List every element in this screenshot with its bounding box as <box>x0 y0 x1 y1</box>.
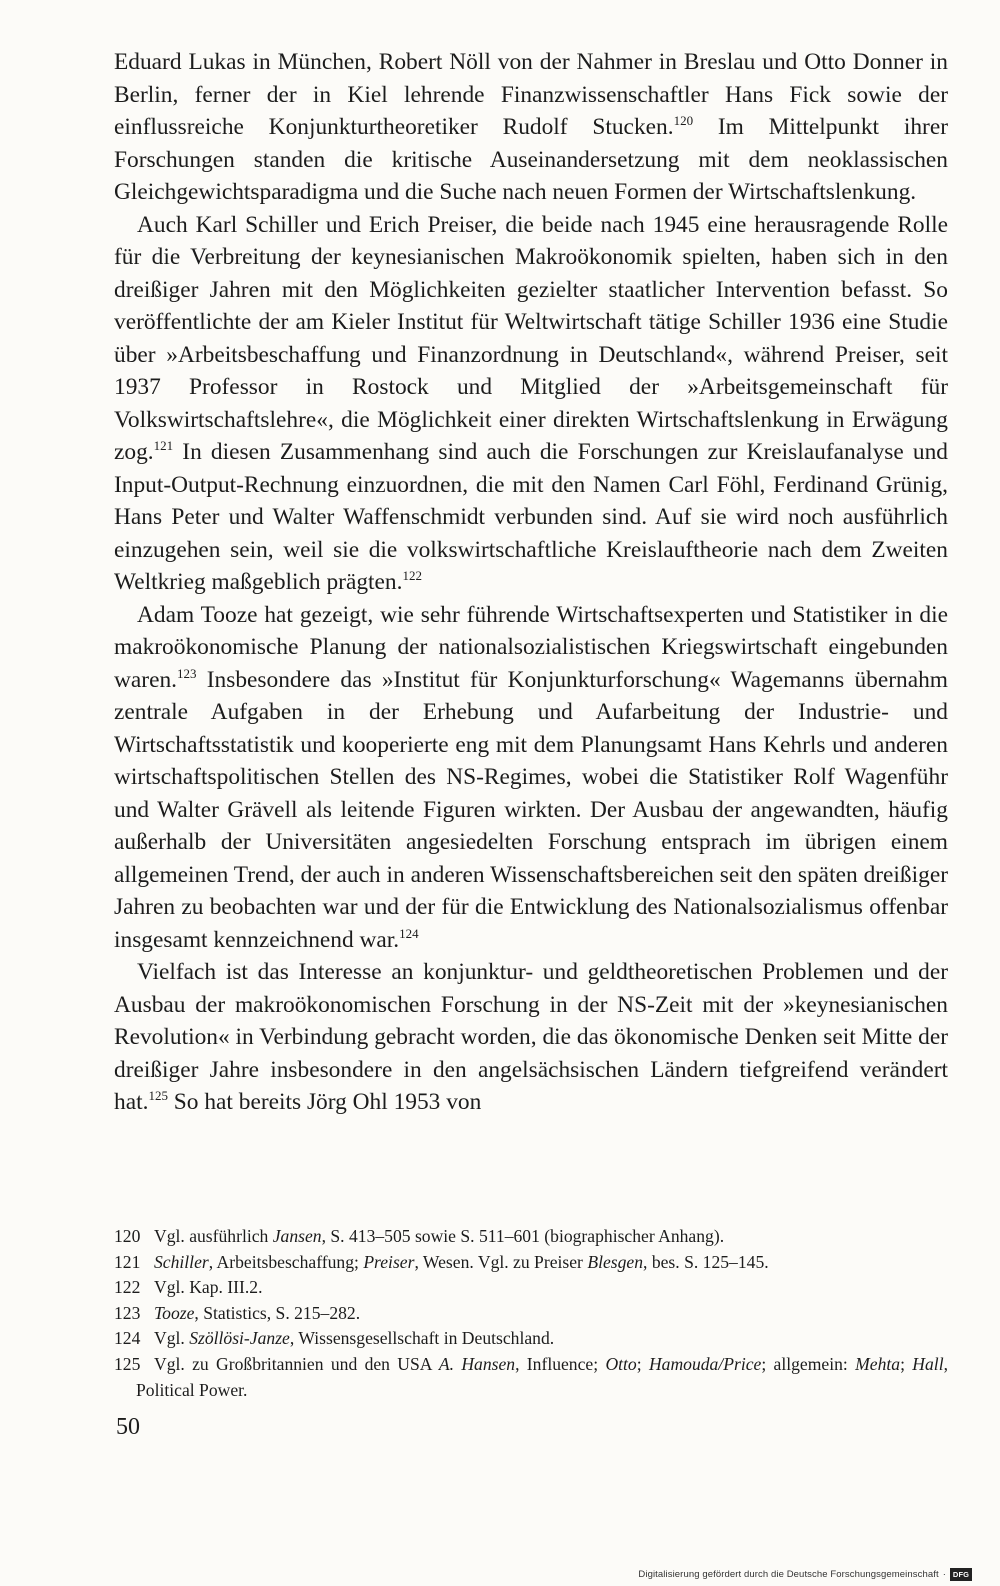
italic-text: Blesgen <box>587 1251 644 1272</box>
separator: · <box>942 1568 946 1580</box>
italic-text: Otto <box>605 1353 637 1374</box>
footnote-number: 120 <box>114 1226 141 1246</box>
footnote-reference: 124 <box>399 925 419 941</box>
footnote-reference: 120 <box>673 113 694 129</box>
footnotes <box>114 1224 948 1403</box>
paragraph <box>114 46 948 209</box>
text-run: , Wissensgesellschaft in Deutschland. <box>289 1328 555 1349</box>
text-run: Vielfach ist das Interesse an konjunktur- und geldtheoretischen Problemen und der Ausbau der makroökonomischen Forschung in der NS-Zeit mit der »keynesianischen Revolution« in Verbindung gebracht worden, die das ökonomische Denken seit Mitte der dreißiger Jahre insbesondere in den angelsächsischen Ländern tiefgreifend verändert hat. <box>114 959 948 1115</box>
text-run: ; <box>636 1353 649 1374</box>
text-run: , Wesen. Vgl. zu Preiser <box>414 1251 588 1272</box>
footnote-number: 125 <box>114 1353 141 1374</box>
text-run: , Political Power. <box>136 1353 948 1400</box>
paragraph <box>114 599 948 957</box>
italic-text: Mehta <box>855 1353 901 1374</box>
digitization-footer <box>638 1566 972 1582</box>
italic-text: Szöllösi-Janze <box>189 1328 290 1349</box>
italic-text: Hall <box>912 1353 944 1374</box>
footnote <box>114 1224 948 1250</box>
text-run: Auch Karl Schiller und Erich Preiser, die beide nach 1945 eine herausragende Rolle für die Verbreitung der keynesianischen Makroökonomik spielten, haben sich in den dreißiger Jahren mit den Möglichkeiten gezielter staatlicher Intervention befasst. So veröffentlichte der am Kieler Institut für Weltwirtschaft tätige Schiller 1936 eine Studie über »Arbeitsbeschaffung und Finanzordnung in Deutschland«, während Preiser, seit 1937 Professor in Rostock und Mitglied der »Arbeitsgemeinschaft für Volkswirtschaftslehre«, die Möglichkeit einer direkten Wirtschaftslenkung in Erwägung zog. <box>114 211 948 465</box>
footnote-number: 121 <box>114 1251 141 1272</box>
text-run: Vgl. <box>154 1328 190 1349</box>
dfg-logo-icon: DFG <box>950 1568 972 1581</box>
italic-text: Schiller <box>154 1251 209 1272</box>
footnote <box>114 1250 948 1276</box>
footnote <box>114 1326 948 1352</box>
text-run: , Influence; <box>515 1353 606 1374</box>
italic-text: Tooze <box>154 1302 195 1323</box>
footnote <box>114 1301 948 1327</box>
text-run: Vgl. Kap. III.2. <box>154 1277 263 1298</box>
body-text <box>114 46 948 1119</box>
footnote-reference: 121 <box>153 438 174 454</box>
paragraph <box>114 956 948 1119</box>
footnote-number: 122 <box>114 1277 141 1298</box>
footnote-reference: 122 <box>402 568 422 584</box>
page-number: 50 <box>116 1414 140 1440</box>
text-run: In diesen Zusammenhang sind auch die Forschungen zur Kreislaufanalyse und Input-Output-Rechnung einzuordnen, die mit den Namen Carl Föhl, Ferdinand Grünig, Hans Peter und Walter Waffenschmidt verbunden sind. Auf sie wird noch ausführlich einzugehen sein, weil sie die volkswirtschaftliche Kreislauftheorie nach dem Zweiten Weltkrieg maßgeblich prägten. <box>114 439 948 595</box>
text-run: , Statistics, S. 215–282. <box>194 1302 361 1323</box>
text-run: Adam Tooze hat gezeigt, wie sehr führende Wirtschaftsexperten und Statistiker in die makroökonomische Planung der nationalsozialistischen Kriegswirtschaft eingebunden waren. <box>114 601 948 693</box>
text-run: ; allgemein: <box>761 1353 856 1374</box>
footnote-number: 123 <box>114 1302 141 1323</box>
text-run: So hat bereits Jörg Ohl 1953 von <box>167 1089 482 1115</box>
footnote <box>114 1352 948 1403</box>
text-run: Vgl. ausführlich <box>154 1226 273 1246</box>
italic-text: Jansen <box>272 1226 322 1246</box>
footnote-number: 124 <box>114 1328 141 1349</box>
italic-text: Hamouda/Price <box>648 1353 762 1374</box>
text-run: , bes. S. 125–145. <box>643 1251 769 1272</box>
paragraph <box>114 209 948 599</box>
digitization-credit: Digitalisierung gefördert durch die Deutsche Forschungsgemeinschaft <box>638 1568 939 1580</box>
text-run: Insbesondere das »Institut für Konjunkturforschung« Wagemanns übernahm zentrale Aufgaben in der Erhebung und Aufarbeitung der Industrie- und Wirtschaftsstatistik und kooperierte eng mit dem Planungsamt Hans Kehrls und anderen wirtschaftspolitischen Stellen des NS-Regimes, wobei die Statistiker Rolf Wagenführ und Walter Grävell als leitende Figuren wirkten. Der Ausbau der angewandten, häufig außerhalb der Universitäten angesiedelten Forschung entsprach im übrigen einem allgemeinen Trend, der auch in anderen Wissenschaftsbereichen seit den späten dreißiger Jahren zu beobachten war und der für die Entwicklung des Nationalsozialismus offenbar insgesamt kennzeichnend war. <box>114 666 948 953</box>
italic-text: Preiser <box>363 1251 415 1272</box>
text-run: , S. 413–505 sowie S. 511–601 (biographischer Anhang). <box>321 1226 725 1246</box>
text-run: , Arbeitsbeschaffung; <box>208 1251 364 1272</box>
footnote-reference: 125 <box>148 1088 168 1104</box>
text-run: Eduard Lukas in München, Robert Nöll von der Nahmer in Breslau und Otto Donner in Berlin, ferner der in Kiel lehrende Finanzwissenschaftler Hans Fick sowie der einflussreiche Konjunkturtheoretiker Rudolf Stucken. <box>114 49 948 140</box>
italic-text: A. Hansen <box>438 1353 516 1374</box>
text-run: ; <box>900 1353 913 1374</box>
text-run: Im Mittelpunkt ihrer Forschungen standen die kritische Auseinandersetzung mit dem neoklassischen Gleichgewichtsparadigma und die Suche nach neuen Formen der Wirtschaftslenkung. <box>114 114 948 205</box>
text-run: Vgl. zu Großbritannien und den USA <box>154 1353 439 1374</box>
footnote <box>114 1275 948 1301</box>
footnote-reference: 123 <box>177 665 197 681</box>
